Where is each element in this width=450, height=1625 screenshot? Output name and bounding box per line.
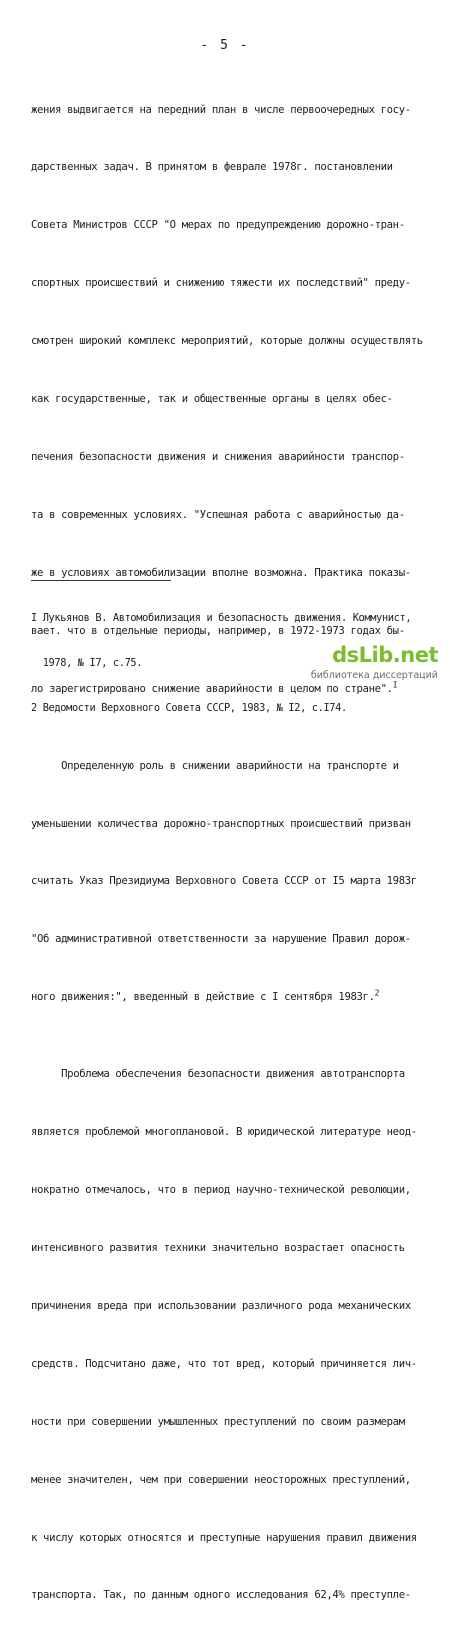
text-line: считать Указ Президиума Верховного Совета СССР от I5 марта 1983г — [31, 875, 417, 888]
footnote-mark: 2 — [374, 988, 380, 998]
text-line: жения выдвигается на передний план в числе первоочередных госу- — [31, 103, 411, 116]
footnote-mark: I — [392, 679, 398, 689]
footnote-line: 2 Ведомости Верховного Совета СССР, 1983, № I2, с.I74. — [31, 702, 347, 714]
text-line: уменьшении количества дорожно-транспортных происшествий призван — [31, 817, 411, 830]
watermark-logo: dsLib.net — [332, 643, 438, 667]
text-line-content: ного движения:", введенный в действие с I сентября 1983г. — [31, 991, 375, 1004]
page-number: - 5 - — [200, 38, 250, 53]
text-line: к числу которых относятся и преступные нарушения правил движения — [31, 1531, 417, 1544]
text-line: спортных происшествий и снижению тяжести их последствий" преду- — [31, 277, 411, 290]
text-line: та в современных условиях. "Успешная работа с аварийностью да- — [31, 508, 405, 521]
body-text — [31, 62, 436, 1625]
text-line-content: ло зарегистрировано снижение аварийности в целом по стране". — [31, 682, 393, 695]
text-line: причинения вреда при использовании различного рода механических — [31, 1300, 411, 1312]
text-line: интенсивного развития техники значительно возрастает опасность — [31, 1242, 405, 1255]
footnote-line: I Лукьянов В. Автомобилизация и безопасность движения. Коммунист, — [31, 612, 412, 624]
text-line: нократно отмечалось, что в период научно-технической революции, — [31, 1184, 411, 1197]
text-line: менее значителен, чем при совершении неосторожных преступлений, — [31, 1473, 411, 1486]
text-line: ности при совершении умышленных преступлений по своим размерам — [31, 1415, 405, 1428]
text-line: Проблема обеспечения безопасности движения автотранспорта — [31, 1068, 405, 1081]
watermark — [310, 643, 438, 683]
text-line: средств. Подсчитано даже, что тот вред, который причиняется лич- — [31, 1357, 417, 1370]
text-line — [31, 988, 436, 1007]
footnote-line: 1978, № I7, с.75. — [31, 657, 143, 669]
text-line: Совета Министров СССР "О мерах по предупреждению дорожно-тран- — [31, 219, 405, 232]
text-line: дарственных задач. В принятом в феврале 1978г. постановлении — [31, 161, 393, 174]
text-line: транспорта. Так, по данным одного исследования 62,4% преступле- — [31, 1589, 411, 1602]
text-line: смотрен широкий комплекс мероприятий, которые должны осуществлять — [31, 335, 423, 348]
text-line: печения безопасности движения и снижения аварийности транспор- — [31, 450, 405, 463]
text-line: вает. что в отдельные периоды, например, в 1972-1973 годах бы- — [31, 624, 405, 637]
text-line: является проблемой многоплановой. В юридической литературе неод- — [31, 1126, 417, 1139]
text-line: как государственные, так и общественные органы в целях обес- — [31, 393, 393, 406]
text-line: "Об административной ответственности за нарушение Правил дорож- — [31, 933, 411, 946]
text-line: же в условиях автомобилизации вполне возможна. Практика показы- — [31, 566, 411, 579]
text-line: Определенную роль в снижении аварийности на транспорте и — [31, 759, 399, 772]
watermark-subtitle: библиотека диссертаций — [310, 670, 438, 681]
